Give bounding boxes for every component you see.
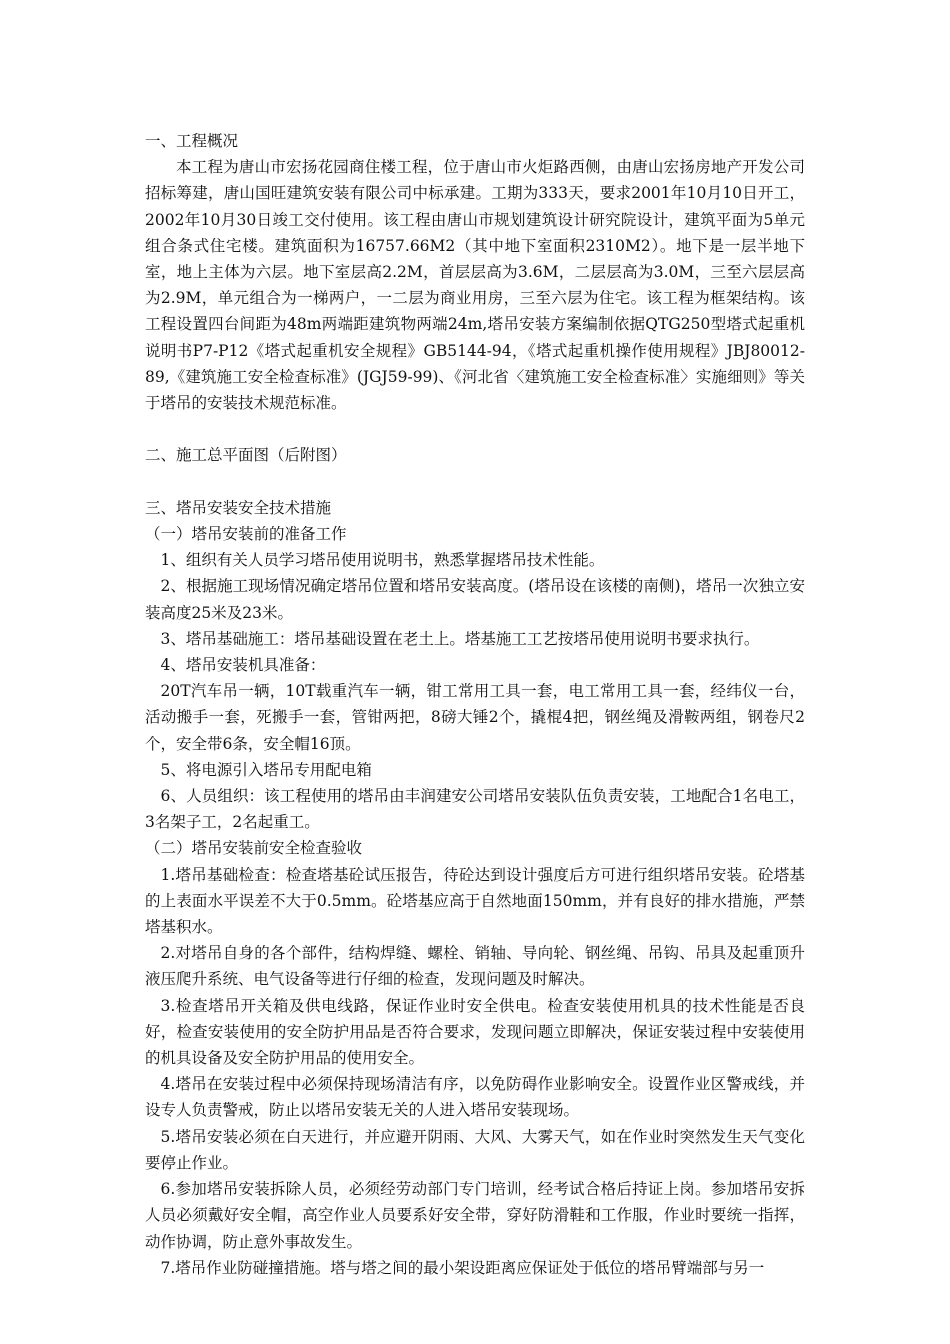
spacer (145, 469, 805, 495)
section-heading-project-overview: 一、工程概况 (145, 132, 239, 150)
section-heading-site-plan: 二、施工总平面图（后附图） (145, 446, 347, 465)
list-item: 5.塔吊安装必须在白天进行，并应避开阴雨、大风、大雾天气，如在作业时突然发生天气变化要停止作业。 (145, 1127, 805, 1172)
subsection-heading-inspection: （二）塔吊安装前安全检查验收 (145, 839, 363, 858)
section-heading-safety-measures: 三、塔吊安装安全技术措施 (145, 498, 332, 517)
document-page (145, 128, 805, 1281)
list-item: 6.参加塔吊安装拆除人员，必须经劳动部门专门培训，经考试合格后持证上岗。参加塔吊安拆人员必须戴好安全帽，高空作业人员要系好安全带，穿好防滑鞋和工作服，作业时要统一指挥，动作协调，防止意外事故发生。 (145, 1180, 805, 1251)
list-item: 3、塔吊基础施工：塔吊基础设置在老土上。塔基施工工艺按塔吊使用说明书要求执行。 (160, 629, 760, 648)
list-item: 1.塔吊基础检查：检查塔基砼试压报告，待砼达到设计强度后方可进行组织塔吊安装。砼塔基的上表面水平误差不大于0.5mm。砼塔基应高于自然地面150mm，并有良好的排水措施，严禁塔基积水。 (145, 865, 805, 937)
list-item: 4、塔吊安装机具准备： (160, 656, 326, 675)
list-item: 1、组织有关人员学习塔吊使用说明书，熟悉掌握塔吊技术性能。 (160, 551, 605, 570)
list-item: 5、将电源引入塔吊专用配电箱 (160, 760, 372, 779)
list-item: 2、根据施工现场情况确定塔吊位置和塔吊安装高度。(塔吊设在该楼的南侧)，塔吊一次独立安装高度25米及23米。 (145, 577, 805, 622)
list-item: 20T汽车吊一辆，10T载重汽车一辆，钳工常用工具一套，电工常用工具一套，经纬仪一台，活动搬手一套，死搬手一套，管钳两把，8磅大锤2个，撬棍4把，钢丝绳及滑鞍两组，钢卷尺2个，安全带6条，安全帽16顶。 (145, 682, 805, 753)
list-item: 2.对塔吊自身的各个部件，结构焊缝、螺栓、销轴、导向轮、钢丝绳、吊钩、吊具及起重顶升液压爬升系统、电气设备等进行仔细的检查，发现问题及时解决。 (145, 944, 805, 989)
list-item: 6、人员组织：该工程使用的塔吊由丰润建安公司塔吊安装队伍负责安装，工地配合1名电工，3名架子工，2名起重工。 (145, 787, 805, 832)
paragraph-project-overview: 本工程为唐山市宏扬花园商住楼工程，位于唐山市火炬路西侧，由唐山宏扬房地产开发公司招标筹建，唐山国旺建筑安装有限公司中标承建。工期为333天，要求2001年10月10日开工，2002年10月30日竣工交付使用。该工程由唐山市规划建筑设计研究院设计，建筑平面为5单元组合条式住宅楼。建筑面积为16757.66M2（其中地下室面积2310M2）。地下是一层半地下室，地上主体为六层。地下室层高2.2M，首层层高为3.6M，二层层高为3.0M，三至六层层高为2.9M，单元组合为一梯两户，一二层为商业用房，三至六层为住宅。该工程为框架结构。该工程设置四台间距为48m两端距建筑物两端24m,塔吊安装方案编制依据QTG250型塔式起重机说明书P7-P12《塔式起重机安全规程》GB5144-94，《塔式起重机操作使用规程》JBJ80012-89,《建筑施工安全检查标准》(JGJ59-99)、《河北省〈建筑施工安全检查标准〉实施细则》等关于塔吊的安装技术规范标准。 (145, 158, 805, 413)
list-item: 7.塔吊作业防碰撞措施。塔与塔之间的最小架设距离应保证处于低位的塔吊臂端部与另一 (160, 1258, 765, 1277)
spacer (145, 416, 805, 442)
subsection-heading-preparation: （一）塔吊安装前的准备工作 (145, 525, 347, 544)
list-item: 4.塔吊在安装过程中必须保持现场清洁有序，以免防碍作业影响安全。设置作业区警戒线，并设专人负责警戒，防止以塔吊安装无关的人进入塔吊安装现场。 (145, 1075, 805, 1120)
list-item: 3.检查塔吊开关箱及供电线路，保证作业时安全供电。检查安装使用机具的技术性能是否良好，检查安装使用的安全防护用品是否符合要求，发现问题立即解决，保证安装过程中安装使用的机具设备及安全防护用品的使用安全。 (145, 996, 805, 1068)
